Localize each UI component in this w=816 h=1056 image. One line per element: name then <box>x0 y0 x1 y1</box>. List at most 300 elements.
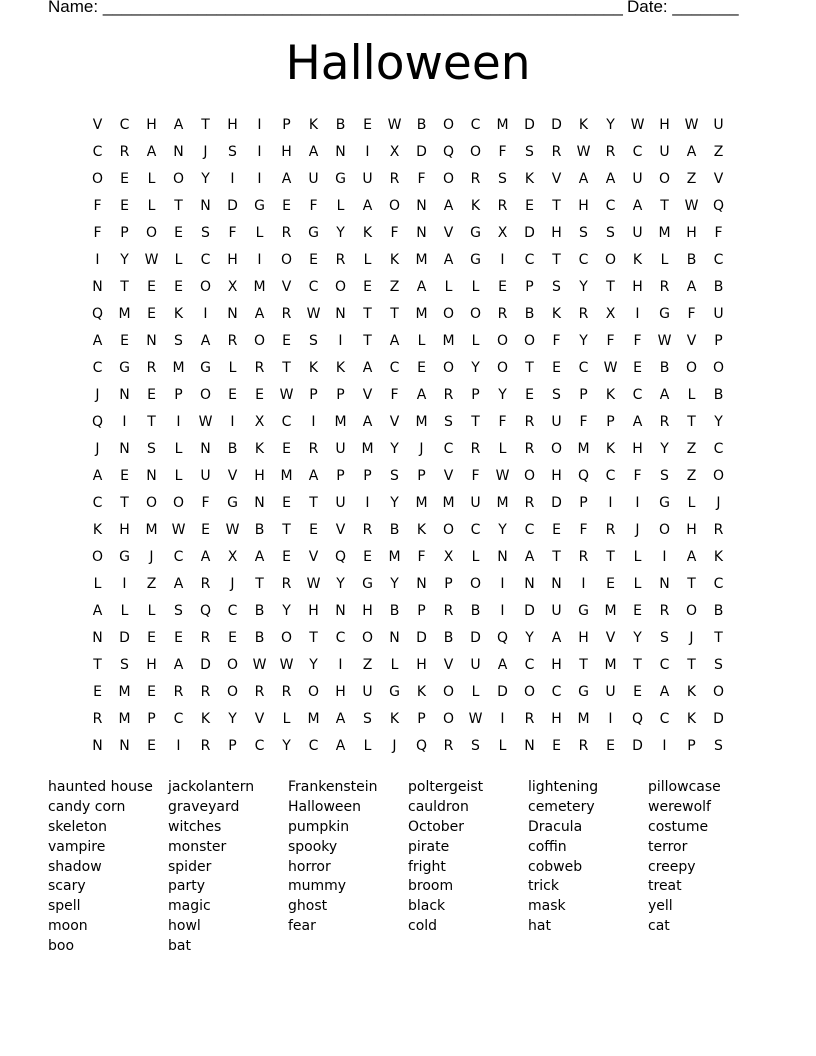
grid-cell[interactable]: Y <box>471 360 480 376</box>
grid-cell[interactable]: R <box>281 576 292 592</box>
grid-cell[interactable]: I <box>122 576 127 592</box>
grid-cell[interactable]: T <box>363 333 372 349</box>
grid-cell[interactable]: A <box>173 117 184 133</box>
grid-cell[interactable]: R <box>443 603 454 619</box>
grid-cell[interactable]: X <box>389 144 400 160</box>
grid-cell[interactable]: V <box>227 468 238 484</box>
grid-cell[interactable]: C <box>659 711 670 727</box>
grid-cell[interactable]: R <box>524 711 535 727</box>
grid-cell[interactable]: O <box>550 441 563 457</box>
grid-cell[interactable]: Y <box>579 333 588 349</box>
grid-cell[interactable]: L <box>228 360 237 376</box>
grid-cell[interactable]: O <box>226 684 239 700</box>
grid-cell[interactable]: O <box>658 171 671 187</box>
grid-cell[interactable]: O <box>253 333 266 349</box>
grid-cell[interactable]: O <box>604 252 617 268</box>
grid-cell[interactable]: K <box>686 711 697 727</box>
grid-cell[interactable]: W <box>144 252 159 268</box>
grid-cell[interactable]: I <box>662 549 667 565</box>
grid-cell[interactable]: E <box>606 576 615 592</box>
grid-cell[interactable]: R <box>578 738 589 754</box>
grid-cell[interactable]: X <box>254 414 265 430</box>
grid-cell[interactable]: K <box>362 225 373 241</box>
grid-cell[interactable]: F <box>498 414 507 430</box>
grid-cell[interactable]: G <box>659 306 670 322</box>
grid-cell[interactable]: V <box>254 711 265 727</box>
grid-cell[interactable]: N <box>200 441 211 457</box>
grid-cell[interactable]: I <box>122 414 127 430</box>
grid-cell[interactable]: E <box>417 360 426 376</box>
grid-cell[interactable]: F <box>498 144 507 160</box>
grid-cell[interactable]: D <box>227 198 238 214</box>
grid-cell[interactable]: J <box>203 144 208 160</box>
grid-cell[interactable]: T <box>552 549 561 565</box>
grid-cell[interactable]: M <box>388 549 401 565</box>
grid-cell[interactable]: L <box>633 576 642 592</box>
grid-cell[interactable]: C <box>578 360 589 376</box>
grid-cell[interactable]: Z <box>686 171 697 187</box>
grid-cell[interactable]: E <box>120 333 129 349</box>
grid-cell[interactable]: A <box>308 144 319 160</box>
grid-cell[interactable]: S <box>363 711 372 727</box>
grid-cell[interactable]: K <box>578 117 589 133</box>
grid-cell[interactable]: R <box>200 684 211 700</box>
grid-cell[interactable]: J <box>95 441 100 457</box>
grid-cell[interactable]: S <box>498 171 507 187</box>
grid-cell[interactable]: T <box>714 630 723 646</box>
grid-cell[interactable]: C <box>281 414 292 430</box>
grid-cell[interactable]: E <box>255 387 264 403</box>
grid-cell[interactable]: P <box>714 333 723 349</box>
grid-cell[interactable]: P <box>579 495 588 511</box>
grid-cell[interactable]: O <box>712 468 725 484</box>
grid-cell[interactable]: E <box>498 279 507 295</box>
grid-cell[interactable]: L <box>660 252 669 268</box>
grid-cell[interactable]: O <box>442 360 455 376</box>
grid-cell[interactable]: M <box>658 225 671 241</box>
grid-cell[interactable]: E <box>363 549 372 565</box>
grid-cell[interactable]: N <box>227 306 238 322</box>
grid-cell[interactable]: Q <box>442 144 455 160</box>
grid-cell[interactable]: L <box>147 198 156 214</box>
grid-cell[interactable]: M <box>415 495 428 511</box>
grid-cell[interactable]: S <box>174 603 183 619</box>
grid-cell[interactable]: I <box>608 711 613 727</box>
grid-cell[interactable]: A <box>416 387 427 403</box>
grid-cell[interactable]: R <box>281 306 292 322</box>
grid-cell[interactable]: E <box>309 252 318 268</box>
grid-cell[interactable]: N <box>497 549 508 565</box>
grid-cell[interactable]: C <box>632 144 643 160</box>
grid-cell[interactable]: W <box>684 117 699 133</box>
grid-cell[interactable]: E <box>147 738 156 754</box>
grid-cell[interactable]: P <box>417 603 426 619</box>
grid-cell[interactable]: M <box>307 711 320 727</box>
grid-cell[interactable]: B <box>713 603 724 619</box>
grid-cell[interactable]: O <box>334 279 347 295</box>
grid-cell[interactable]: E <box>525 198 534 214</box>
grid-cell[interactable]: K <box>389 711 400 727</box>
grid-cell[interactable]: C <box>92 144 103 160</box>
grid-cell[interactable]: P <box>471 387 480 403</box>
grid-cell[interactable]: Y <box>498 522 507 538</box>
grid-cell[interactable]: B <box>659 360 670 376</box>
grid-cell[interactable]: C <box>524 657 535 673</box>
grid-cell[interactable]: M <box>442 333 455 349</box>
grid-cell[interactable]: O <box>442 684 455 700</box>
grid-cell[interactable]: A <box>443 252 454 268</box>
grid-cell[interactable]: F <box>93 198 102 214</box>
grid-cell[interactable]: U <box>551 603 562 619</box>
grid-cell[interactable]: I <box>176 414 181 430</box>
grid-cell[interactable]: H <box>362 603 373 619</box>
grid-cell[interactable]: L <box>390 657 399 673</box>
grid-cell[interactable]: T <box>309 630 318 646</box>
grid-cell[interactable]: A <box>200 549 211 565</box>
grid-cell[interactable]: L <box>417 333 426 349</box>
grid-cell[interactable]: R <box>659 603 670 619</box>
grid-cell[interactable]: L <box>255 225 264 241</box>
grid-cell[interactable]: L <box>687 495 696 511</box>
grid-cell[interactable]: L <box>633 549 642 565</box>
grid-cell[interactable]: H <box>686 225 697 241</box>
grid-cell[interactable]: B <box>713 387 724 403</box>
grid-cell[interactable]: H <box>551 711 562 727</box>
grid-cell[interactable]: V <box>92 117 103 133</box>
grid-cell[interactable]: E <box>633 684 642 700</box>
grid-cell[interactable]: G <box>200 360 211 376</box>
grid-cell[interactable]: Y <box>309 657 318 673</box>
grid-cell[interactable]: X <box>227 279 238 295</box>
grid-cell[interactable]: E <box>174 279 183 295</box>
grid-cell[interactable]: R <box>200 630 211 646</box>
grid-cell[interactable]: D <box>416 144 427 160</box>
grid-cell[interactable]: M <box>415 306 428 322</box>
grid-cell[interactable]: Y <box>606 117 615 133</box>
grid-cell[interactable]: W <box>306 306 321 322</box>
grid-cell[interactable]: N <box>119 387 130 403</box>
grid-cell[interactable]: Y <box>579 279 588 295</box>
grid-cell[interactable]: V <box>551 171 562 187</box>
grid-cell[interactable]: A <box>173 576 184 592</box>
grid-cell[interactable]: D <box>524 603 535 619</box>
grid-cell[interactable]: S <box>714 738 723 754</box>
grid-cell[interactable]: E <box>147 279 156 295</box>
grid-cell[interactable]: O <box>496 333 509 349</box>
grid-cell[interactable]: A <box>254 549 265 565</box>
grid-cell[interactable]: O <box>145 495 158 511</box>
grid-cell[interactable]: Z <box>146 576 157 592</box>
grid-cell[interactable]: A <box>200 333 211 349</box>
grid-cell[interactable]: O <box>685 603 698 619</box>
grid-cell[interactable]: A <box>686 279 697 295</box>
grid-cell[interactable]: O <box>469 144 482 160</box>
grid-cell[interactable]: P <box>336 387 345 403</box>
grid-cell[interactable]: R <box>227 333 238 349</box>
grid-cell[interactable]: R <box>524 441 535 457</box>
grid-cell[interactable]: W <box>387 117 402 133</box>
grid-cell[interactable]: E <box>282 333 291 349</box>
grid-cell[interactable]: E <box>282 441 291 457</box>
grid-cell[interactable]: O <box>361 630 374 646</box>
grid-cell[interactable]: O <box>388 198 401 214</box>
grid-cell[interactable]: S <box>444 414 453 430</box>
grid-cell[interactable]: P <box>417 468 426 484</box>
grid-cell[interactable]: U <box>632 225 643 241</box>
grid-cell[interactable]: Y <box>336 576 345 592</box>
grid-cell[interactable]: U <box>659 144 670 160</box>
grid-cell[interactable]: E <box>201 522 210 538</box>
grid-cell[interactable]: H <box>551 468 562 484</box>
grid-cell[interactable]: I <box>230 414 235 430</box>
grid-cell[interactable]: N <box>92 630 103 646</box>
grid-cell[interactable]: D <box>524 117 535 133</box>
grid-cell[interactable]: L <box>471 549 480 565</box>
grid-cell[interactable]: M <box>361 441 374 457</box>
grid-cell[interactable]: Y <box>390 441 399 457</box>
grid-cell[interactable]: O <box>172 171 185 187</box>
grid-cell[interactable]: H <box>227 252 238 268</box>
grid-cell[interactable]: R <box>659 414 670 430</box>
grid-cell[interactable]: V <box>713 171 724 187</box>
grid-cell[interactable]: E <box>120 171 129 187</box>
grid-cell[interactable]: A <box>632 198 643 214</box>
grid-cell[interactable]: W <box>306 576 321 592</box>
grid-cell[interactable]: C <box>119 117 130 133</box>
grid-cell[interactable]: W <box>279 387 294 403</box>
grid-cell[interactable]: J <box>95 387 100 403</box>
grid-cell[interactable]: Q <box>631 711 644 727</box>
grid-cell[interactable]: N <box>146 468 157 484</box>
grid-cell[interactable]: K <box>389 252 400 268</box>
grid-cell[interactable]: B <box>335 117 346 133</box>
grid-cell[interactable]: S <box>525 144 534 160</box>
grid-cell[interactable]: M <box>604 657 617 673</box>
grid-cell[interactable]: A <box>362 414 373 430</box>
grid-cell[interactable]: T <box>606 549 615 565</box>
grid-cell[interactable]: V <box>308 549 319 565</box>
grid-cell[interactable]: I <box>581 576 586 592</box>
grid-cell[interactable]: O <box>442 711 455 727</box>
grid-cell[interactable]: I <box>203 306 208 322</box>
grid-cell[interactable]: I <box>365 144 370 160</box>
grid-cell[interactable]: S <box>714 657 723 673</box>
grid-cell[interactable]: P <box>147 711 156 727</box>
grid-cell[interactable]: S <box>552 387 561 403</box>
grid-cell[interactable]: A <box>524 549 535 565</box>
grid-cell[interactable]: Z <box>713 144 724 160</box>
grid-cell[interactable]: R <box>578 306 589 322</box>
grid-cell[interactable]: V <box>443 657 454 673</box>
grid-cell[interactable]: G <box>254 198 265 214</box>
grid-cell[interactable]: Y <box>228 711 237 727</box>
grid-cell[interactable]: U <box>335 495 346 511</box>
grid-cell[interactable]: C <box>254 738 265 754</box>
grid-cell[interactable]: Y <box>201 171 210 187</box>
grid-cell[interactable]: O <box>91 549 104 565</box>
grid-cell[interactable]: E <box>282 495 291 511</box>
grid-cell[interactable]: I <box>338 333 343 349</box>
grid-cell[interactable]: C <box>605 198 616 214</box>
grid-cell[interactable]: I <box>635 306 640 322</box>
grid-cell[interactable]: B <box>713 279 724 295</box>
grid-cell[interactable]: K <box>551 306 562 322</box>
grid-cell[interactable]: H <box>146 657 157 673</box>
grid-cell[interactable]: E <box>93 684 102 700</box>
grid-cell[interactable]: L <box>282 711 291 727</box>
grid-cell[interactable]: L <box>471 279 480 295</box>
grid-cell[interactable]: O <box>442 522 455 538</box>
grid-cell[interactable]: C <box>524 522 535 538</box>
grid-cell[interactable]: T <box>633 657 642 673</box>
grid-cell[interactable]: Y <box>390 495 399 511</box>
grid-cell[interactable]: D <box>470 630 481 646</box>
grid-cell[interactable]: C <box>713 576 724 592</box>
grid-cell[interactable]: R <box>254 684 265 700</box>
grid-cell[interactable]: F <box>579 414 588 430</box>
grid-cell[interactable]: M <box>415 414 428 430</box>
grid-cell[interactable]: P <box>525 279 534 295</box>
grid-cell[interactable]: G <box>227 495 238 511</box>
grid-cell[interactable]: J <box>689 630 694 646</box>
grid-cell[interactable]: X <box>227 549 238 565</box>
grid-cell[interactable]: O <box>91 171 104 187</box>
grid-cell[interactable]: U <box>713 306 724 322</box>
grid-cell[interactable]: T <box>525 360 534 376</box>
grid-cell[interactable]: E <box>174 630 183 646</box>
grid-cell[interactable]: L <box>174 468 183 484</box>
grid-cell[interactable]: C <box>92 360 103 376</box>
grid-cell[interactable]: T <box>93 657 102 673</box>
grid-cell[interactable]: S <box>228 144 237 160</box>
grid-cell[interactable]: A <box>254 306 265 322</box>
grid-cell[interactable]: S <box>309 333 318 349</box>
grid-cell[interactable]: M <box>118 684 131 700</box>
grid-cell[interactable]: M <box>577 441 590 457</box>
grid-cell[interactable]: Q <box>415 738 428 754</box>
grid-cell[interactable]: N <box>119 738 130 754</box>
grid-cell[interactable]: S <box>660 468 669 484</box>
grid-cell[interactable]: T <box>120 279 129 295</box>
grid-cell[interactable]: J <box>419 441 424 457</box>
grid-cell[interactable]: R <box>281 684 292 700</box>
grid-cell[interactable]: R <box>659 279 670 295</box>
grid-cell[interactable]: O <box>523 684 536 700</box>
grid-cell[interactable]: E <box>228 630 237 646</box>
grid-cell[interactable]: M <box>496 495 509 511</box>
grid-cell[interactable]: L <box>363 252 372 268</box>
grid-cell[interactable]: D <box>497 684 508 700</box>
grid-cell[interactable]: T <box>174 198 183 214</box>
grid-cell[interactable]: R <box>362 522 373 538</box>
grid-cell[interactable]: Q <box>334 549 347 565</box>
grid-cell[interactable]: O <box>658 522 671 538</box>
grid-cell[interactable]: W <box>198 414 213 430</box>
grid-cell[interactable]: P <box>444 576 453 592</box>
grid-cell[interactable]: M <box>280 468 293 484</box>
grid-cell[interactable]: H <box>551 225 562 241</box>
grid-cell[interactable]: B <box>524 306 535 322</box>
grid-cell[interactable]: T <box>579 657 588 673</box>
grid-cell[interactable]: B <box>443 630 454 646</box>
grid-cell[interactable]: S <box>147 441 156 457</box>
grid-cell[interactable]: L <box>120 603 129 619</box>
grid-cell[interactable]: N <box>119 441 130 457</box>
grid-cell[interactable]: W <box>225 522 240 538</box>
grid-cell[interactable]: D <box>200 657 211 673</box>
grid-cell[interactable]: C <box>713 441 724 457</box>
grid-cell[interactable]: C <box>632 387 643 403</box>
grid-cell[interactable]: T <box>390 306 399 322</box>
grid-cell[interactable]: C <box>200 252 211 268</box>
grid-cell[interactable]: I <box>257 252 262 268</box>
grid-cell[interactable]: L <box>687 387 696 403</box>
grid-cell[interactable]: Q <box>91 306 104 322</box>
grid-cell[interactable]: O <box>712 360 725 376</box>
grid-cell[interactable]: W <box>279 657 294 673</box>
grid-cell[interactable]: P <box>417 711 426 727</box>
grid-cell[interactable]: M <box>172 360 185 376</box>
grid-cell[interactable]: C <box>227 603 238 619</box>
grid-cell[interactable]: Y <box>498 387 507 403</box>
grid-cell[interactable]: N <box>416 225 427 241</box>
grid-cell[interactable]: W <box>468 711 483 727</box>
grid-cell[interactable]: U <box>362 684 373 700</box>
grid-cell[interactable]: C <box>308 738 319 754</box>
grid-cell[interactable]: R <box>200 576 211 592</box>
grid-cell[interactable]: E <box>120 198 129 214</box>
grid-cell[interactable]: A <box>362 360 373 376</box>
grid-cell[interactable]: T <box>687 657 696 673</box>
grid-cell[interactable]: W <box>603 360 618 376</box>
grid-cell[interactable]: R <box>443 387 454 403</box>
grid-cell[interactable]: H <box>281 144 292 160</box>
grid-cell[interactable]: Y <box>336 225 345 241</box>
grid-cell[interactable]: S <box>660 630 669 646</box>
grid-cell[interactable]: T <box>147 414 156 430</box>
grid-cell[interactable]: F <box>471 468 480 484</box>
grid-cell[interactable]: J <box>149 549 154 565</box>
grid-cell[interactable]: B <box>389 603 400 619</box>
grid-cell[interactable]: F <box>201 495 210 511</box>
grid-cell[interactable]: O <box>199 279 212 295</box>
grid-cell[interactable]: F <box>390 225 399 241</box>
grid-cell[interactable]: P <box>174 387 183 403</box>
grid-cell[interactable]: T <box>363 306 372 322</box>
grid-cell[interactable]: T <box>687 576 696 592</box>
grid-cell[interactable]: V <box>443 468 454 484</box>
grid-cell[interactable]: W <box>252 657 267 673</box>
grid-cell[interactable]: C <box>605 468 616 484</box>
grid-cell[interactable]: B <box>686 252 697 268</box>
grid-cell[interactable]: G <box>389 684 400 700</box>
grid-cell[interactable]: O <box>199 387 212 403</box>
grid-cell[interactable]: E <box>309 522 318 538</box>
grid-cell[interactable]: E <box>147 387 156 403</box>
grid-cell[interactable]: O <box>280 252 293 268</box>
grid-cell[interactable]: N <box>659 576 670 592</box>
grid-cell[interactable]: U <box>713 117 724 133</box>
grid-cell[interactable]: P <box>687 738 696 754</box>
grid-cell[interactable]: F <box>417 549 426 565</box>
grid-cell[interactable]: I <box>500 252 505 268</box>
grid-cell[interactable]: S <box>552 279 561 295</box>
grid-cell[interactable]: E <box>147 684 156 700</box>
grid-cell[interactable]: C <box>443 441 454 457</box>
grid-cell[interactable]: C <box>308 279 319 295</box>
grid-cell[interactable]: I <box>257 171 262 187</box>
grid-cell[interactable]: S <box>579 225 588 241</box>
